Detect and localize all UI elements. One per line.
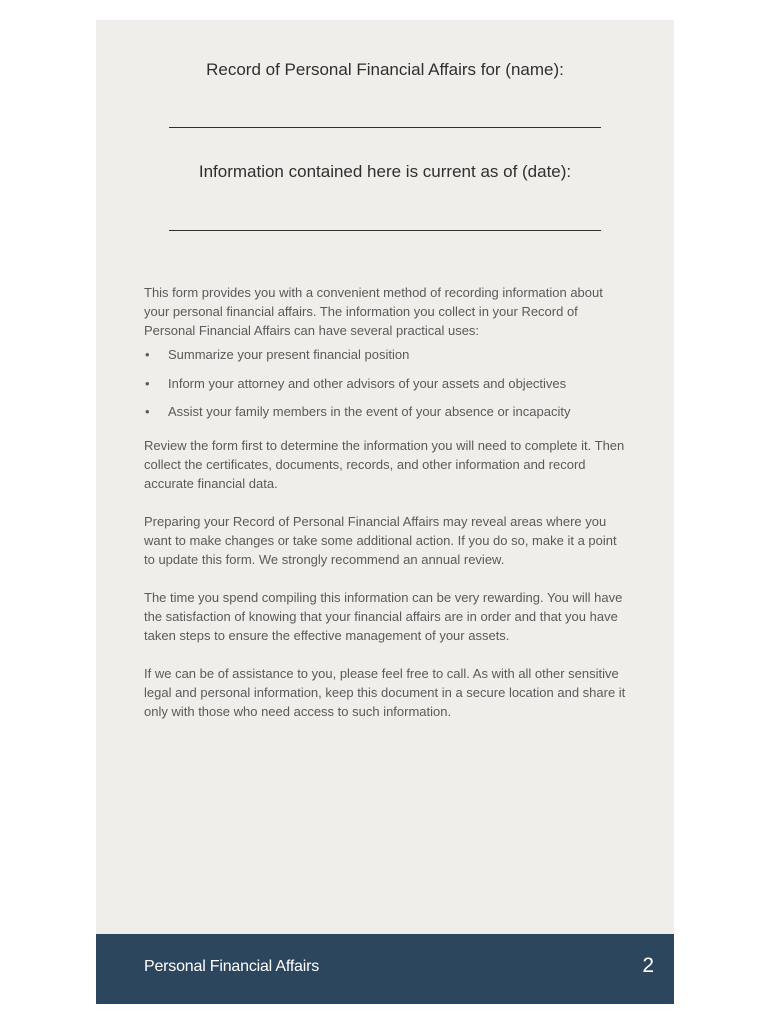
list-item-text: Inform your attorney and other advisors of your assets and objectives	[168, 375, 567, 391]
list-item	[144, 374, 628, 393]
name-fill-line[interactable]	[169, 127, 601, 128]
bullet-icon: •	[145, 375, 150, 391]
date-fill-line[interactable]	[169, 230, 601, 231]
bullet-icon: •	[145, 404, 150, 419]
rewarding-paragraph: The time you spend compiling this information can be very rewarding. You will have the satisfaction of knowing that your financial affairs are in order and that you have taken steps to ensure the effective management of your assets.	[144, 590, 623, 643]
list-item-text: Summarize your present financial position	[168, 347, 410, 362]
intro-paragraph: This form provides you with a convenient method of recording information about your personal financial affairs. The information you collect in your Record of Personal Financial Affairs can have several practical uses:	[144, 285, 603, 338]
list-item-text: Assist your family members in the event of your absence or incapacity	[168, 404, 571, 419]
page-footer	[96, 934, 674, 1004]
list-item	[144, 402, 628, 421]
review-paragraph: Review the form first to determine the information you will need to complete it. Then collect the certificates, documents, records, and other information and record accurate financial data.	[144, 438, 625, 491]
date-field-label: Information contained here is current as of (date):	[198, 162, 572, 181]
page-number: 2	[642, 954, 654, 977]
changes-paragraph: Preparing your Record of Personal Financial Affairs may reveal areas where you want to make changes or take some additional action. If you do so, make it a point to update this form. We strongly recommend an annual review.	[144, 514, 617, 567]
name-field-label: Record of Personal Financial Affairs for (name):	[206, 60, 564, 79]
bullet-icon: •	[145, 347, 150, 362]
document-page	[96, 20, 674, 1004]
list-item	[144, 345, 628, 364]
assistance-paragraph: If we can be of assistance to you, please feel free to call. As with all other sensitive legal and personal information, keep this document in a secure location and share it only with those who need access to such information.	[144, 666, 626, 719]
footer-title: Personal Financial Affairs	[144, 958, 320, 975]
body-text	[144, 283, 628, 740]
uses-list	[144, 345, 628, 421]
